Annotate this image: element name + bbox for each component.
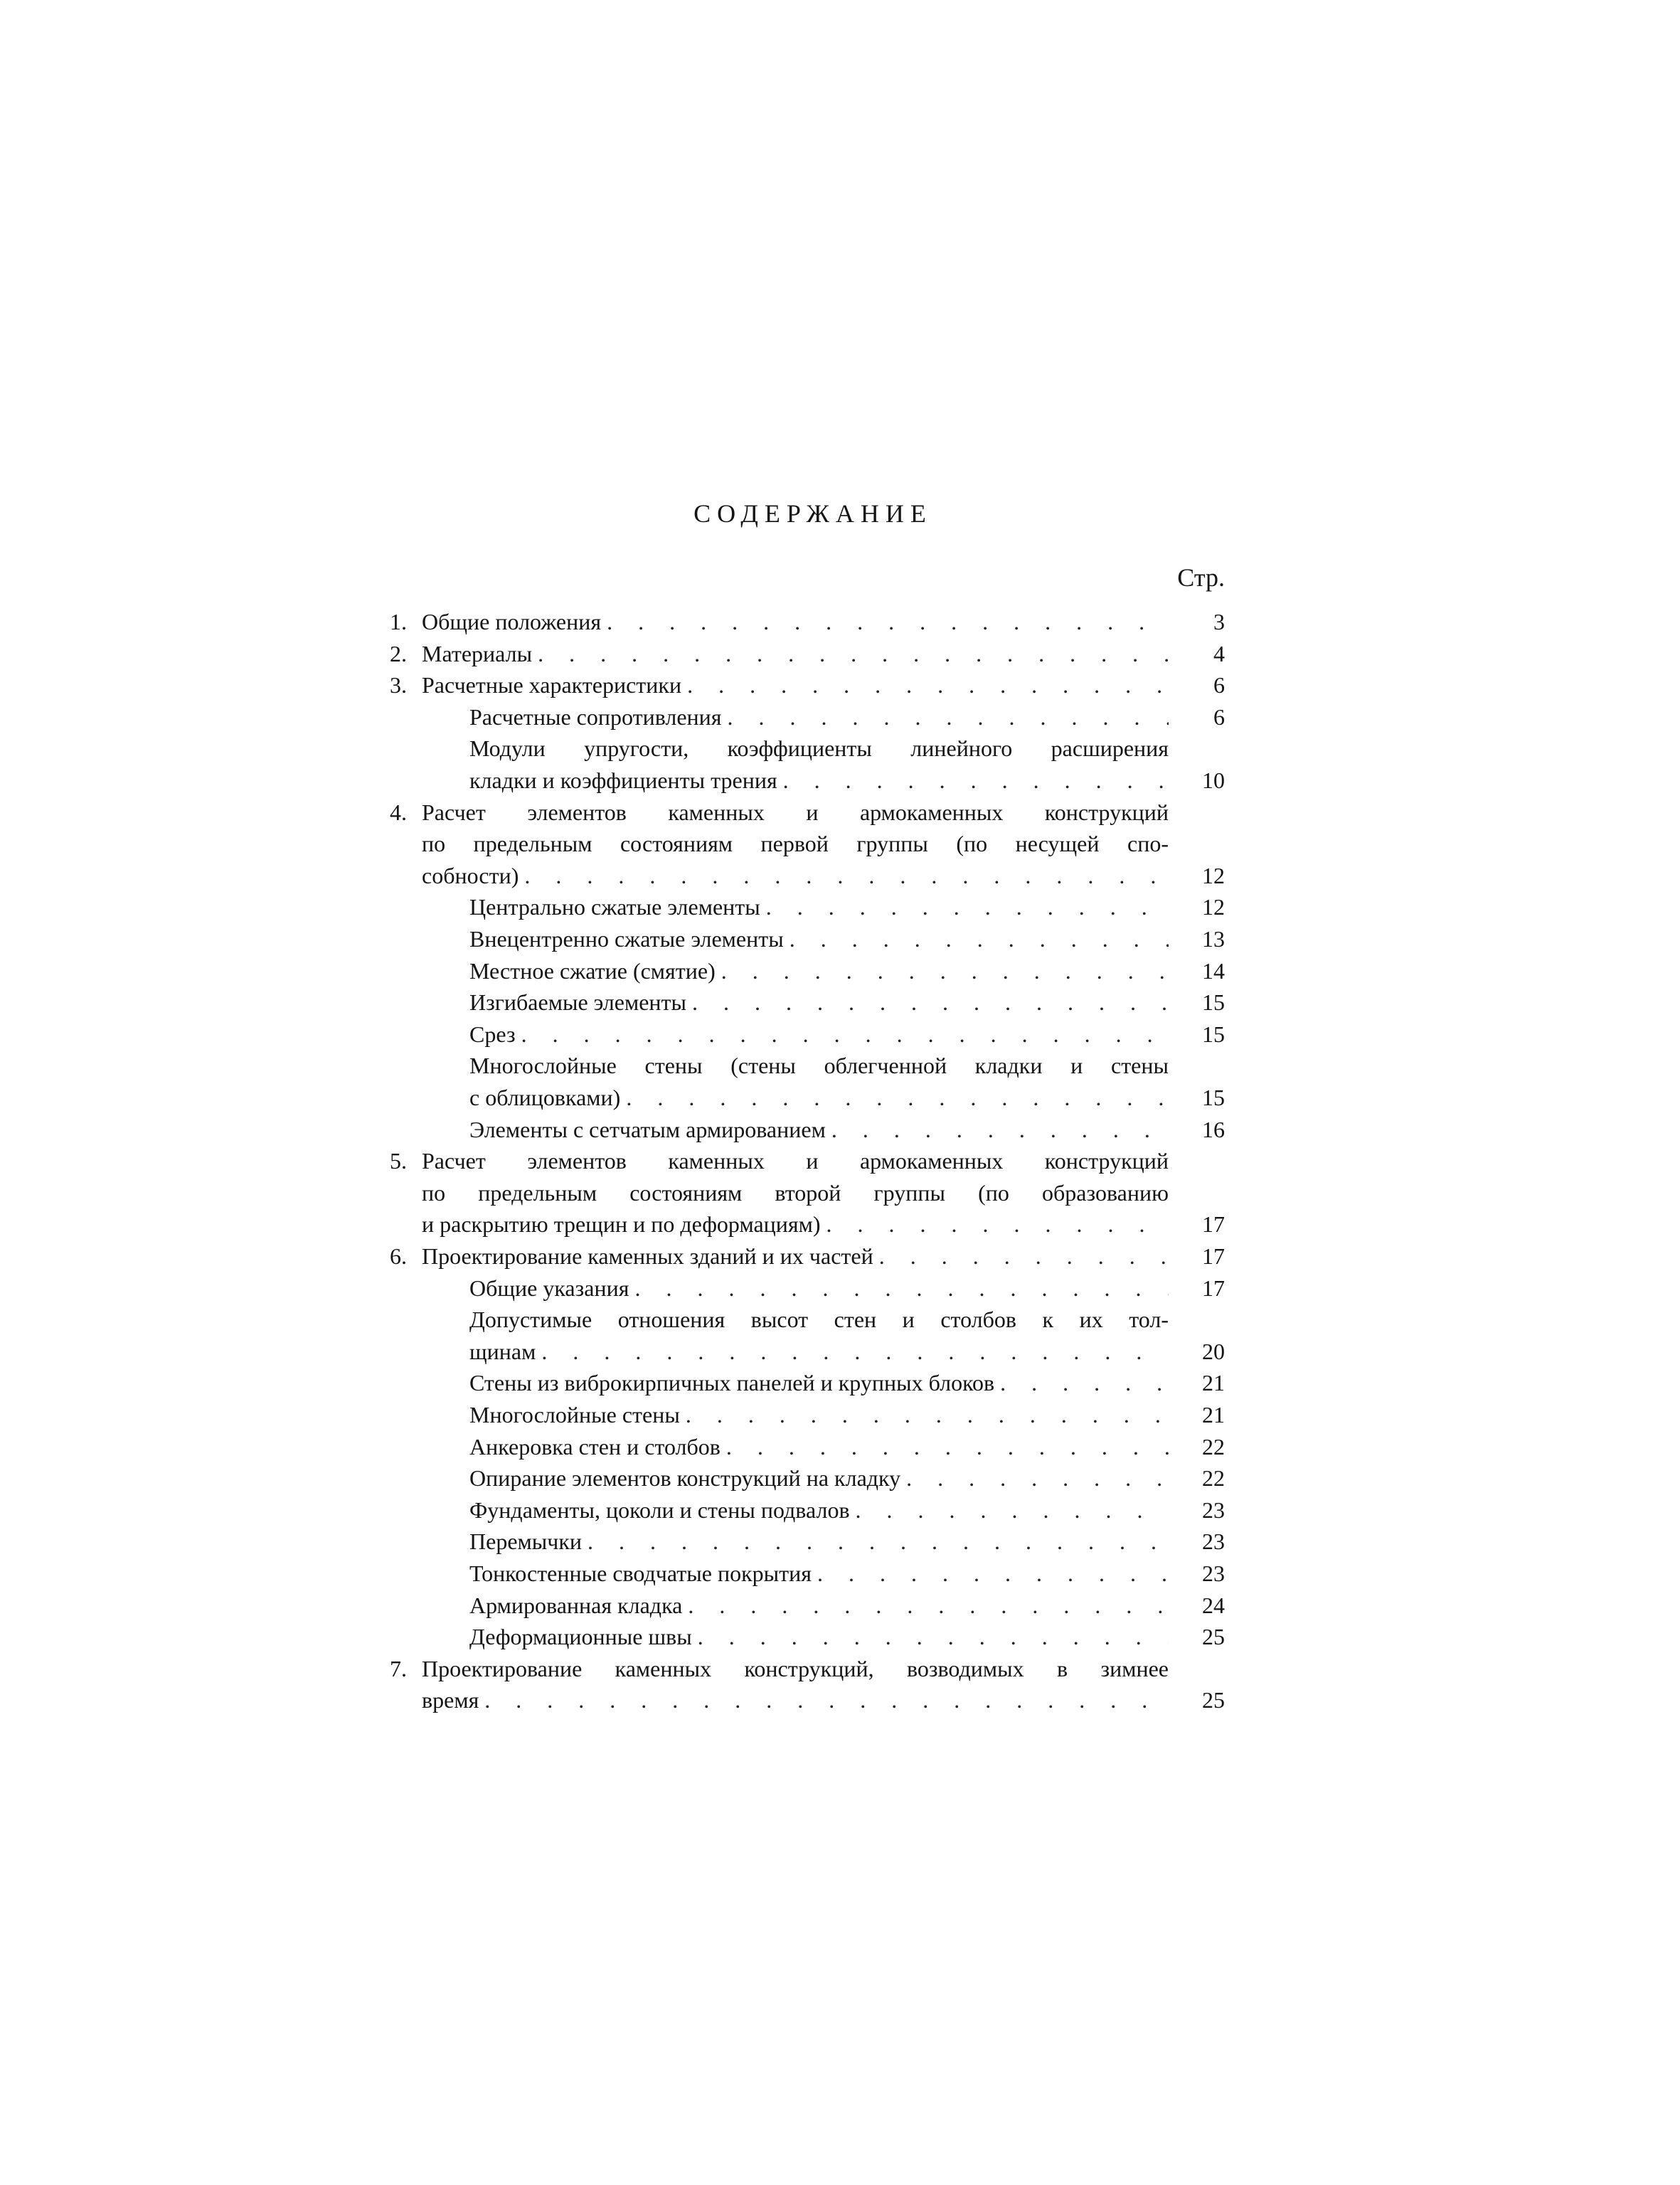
toc-row <box>0 955 1680 987</box>
toc-entry-line <box>469 891 1169 923</box>
toc-row <box>0 638 1680 669</box>
toc-entry-number: 4. <box>390 799 407 825</box>
toc-page-number: 23 <box>1202 1561 1225 1586</box>
toc-entry-line <box>469 1336 1169 1367</box>
dot-leader <box>532 638 1169 669</box>
toc-row <box>0 1590 1680 1621</box>
toc-entry-line <box>469 1114 1169 1145</box>
dot-leader <box>722 701 1169 733</box>
toc-row <box>0 923 1680 955</box>
dot-leader <box>681 669 1169 701</box>
toc-page-number: 12 <box>1202 894 1225 920</box>
toc-page-number: 15 <box>1202 989 1225 1015</box>
toc-entry-line <box>469 987 1169 1018</box>
toc-entry-line <box>469 1494 1169 1526</box>
toc-row <box>0 860 1680 891</box>
toc-entry-text: Опирание элементов конструкций на кладку <box>469 1465 901 1491</box>
toc-entry-text: Стены из виброкирпичных панелей и крупных блоков <box>469 1370 995 1395</box>
toc-entry-text: Расчетные характеристики <box>422 672 682 698</box>
toc-entry-line <box>422 860 1169 891</box>
dot-leader <box>536 1336 1169 1367</box>
dot-leader <box>601 606 1169 637</box>
toc-page-number: 12 <box>1202 863 1225 888</box>
toc-entry-text: время <box>422 1687 479 1713</box>
toc-row <box>0 1019 1680 1050</box>
toc-row <box>0 1558 1680 1589</box>
toc-entry-text: по предельным состояниям второй группы (по образованию <box>422 1180 1169 1206</box>
toc-row <box>0 1272 1680 1304</box>
toc-entry-line <box>422 669 1169 701</box>
toc-entry-text: Расчет элементов каменных и армокаменных конструкций <box>422 799 1169 825</box>
toc-entry-line <box>469 765 1169 796</box>
toc-entry-text: по предельным состояниям первой группы (по несущей спо- <box>422 831 1169 856</box>
toc-entry-number: 6. <box>390 1243 407 1269</box>
toc-entry-text: Модули упругости, коэффициенты линейного расширения <box>469 735 1169 761</box>
dot-leader <box>682 1590 1169 1621</box>
toc-page-number: 23 <box>1202 1529 1225 1554</box>
toc-entry-text: Проектирование каменных зданий и их частей <box>422 1243 873 1269</box>
toc-row <box>0 1526 1680 1557</box>
toc-entry-line <box>422 1684 1169 1716</box>
toc-page-number: 20 <box>1202 1339 1225 1364</box>
toc-entry-text: Фундаменты, цоколи и стены подвалов <box>469 1497 850 1523</box>
toc-row <box>0 1050 1680 1081</box>
toc-row <box>0 1494 1680 1526</box>
page-title: СОДЕРЖАНИЕ <box>693 499 932 528</box>
dot-leader <box>686 987 1169 1018</box>
toc-entry-line <box>469 701 1169 733</box>
toc-row <box>0 797 1680 828</box>
toc-entry-line <box>469 1558 1169 1589</box>
toc-row <box>0 1114 1680 1145</box>
toc-page-number: 25 <box>1202 1687 1225 1713</box>
toc-entry-line <box>469 1462 1169 1494</box>
toc-entry-text: Тонкостенные сводчатые покрытия <box>469 1561 812 1586</box>
toc-entry-line <box>469 1272 1169 1304</box>
dot-leader <box>900 1462 1169 1494</box>
toc-entry-text: и раскрытию трещин и по деформациям) <box>422 1211 821 1237</box>
toc-page-number: 21 <box>1202 1402 1225 1428</box>
toc-page-number: 17 <box>1202 1243 1225 1269</box>
toc-entry-number: 5. <box>390 1148 407 1174</box>
dot-leader <box>582 1526 1169 1557</box>
toc-row <box>0 828 1680 859</box>
toc-row <box>0 1399 1680 1430</box>
dot-leader <box>692 1621 1169 1652</box>
toc-entry-text: кладки и коэффициенты трения <box>469 767 777 793</box>
toc-entry-text: Элементы с сетчатым армированием <box>469 1117 826 1142</box>
toc-row <box>0 606 1680 637</box>
toc-entry-text: Материалы <box>422 641 533 666</box>
toc-page-number: 16 <box>1202 1117 1225 1142</box>
toc-row <box>0 1208 1680 1240</box>
toc-entry-text: Многослойные стены <box>469 1402 680 1428</box>
toc-row <box>0 1462 1680 1494</box>
toc-entry-text: щинам <box>469 1339 536 1364</box>
toc-row <box>0 891 1680 923</box>
dot-leader <box>760 891 1169 923</box>
toc-row <box>0 1177 1680 1208</box>
dot-leader <box>516 1019 1169 1050</box>
toc-row <box>0 1145 1680 1176</box>
toc-entry-number: 1. <box>390 609 407 634</box>
dot-leader <box>812 1558 1169 1589</box>
toc-entry-line <box>422 638 1169 669</box>
dot-leader <box>721 1431 1169 1462</box>
dot-leader <box>479 1684 1169 1716</box>
toc-entry-number: 3. <box>390 672 407 698</box>
dot-leader <box>821 1208 1169 1240</box>
toc-entry-line <box>422 606 1169 637</box>
toc-entry-line <box>422 1208 1169 1240</box>
toc-page-number: 25 <box>1202 1624 1225 1649</box>
toc-page-number: 3 <box>1213 609 1225 634</box>
toc-page-number: 24 <box>1202 1593 1225 1618</box>
dot-leader <box>873 1240 1169 1272</box>
dot-leader <box>716 955 1169 987</box>
toc-row <box>0 733 1680 764</box>
toc-entry-text: Внецентренно сжатые элементы <box>469 926 784 952</box>
toc-entry-text: Расчет элементов каменных и армокаменных конструкций <box>422 1148 1169 1174</box>
toc-entry-text: Центрально сжатые элементы <box>469 894 760 920</box>
dot-leader <box>994 1367 1169 1398</box>
toc-page-number: 17 <box>1202 1211 1225 1237</box>
toc-row <box>0 1621 1680 1652</box>
toc-entry-line <box>469 923 1169 955</box>
toc-entry-line <box>469 1019 1169 1050</box>
toc-entry-line <box>469 1590 1169 1621</box>
toc-entry-line <box>469 1431 1169 1462</box>
toc-row <box>0 1367 1680 1398</box>
toc-row <box>0 1684 1680 1716</box>
toc-entry-text: с облицовками) <box>469 1085 621 1110</box>
toc-entry-text: Многослойные стены (стены облегченной кладки и стены <box>469 1053 1169 1078</box>
toc-page-number: 6 <box>1213 672 1225 698</box>
toc-page-number: 15 <box>1202 1021 1225 1047</box>
dot-leader <box>620 1082 1169 1113</box>
toc-entry-line <box>469 1399 1169 1430</box>
toc-entry-line <box>469 955 1169 987</box>
toc-row <box>0 669 1680 701</box>
toc-entry-text: Деформационные швы <box>469 1624 692 1649</box>
page-column-header: Стр. <box>1177 563 1225 592</box>
toc-row <box>0 1653 1680 1684</box>
toc-entry-text: собности) <box>422 863 519 888</box>
toc-page-number: 23 <box>1202 1497 1225 1523</box>
dot-leader <box>680 1399 1169 1430</box>
toc-entry-text: Общие указания <box>469 1275 629 1301</box>
toc-entry-text: Изгибаемые элементы <box>469 989 687 1015</box>
dot-leader <box>777 765 1169 796</box>
toc-row <box>0 1240 1680 1272</box>
toc-entry-line <box>469 1621 1169 1652</box>
toc-row <box>0 701 1680 733</box>
toc-row <box>0 1304 1680 1335</box>
toc-page-number: 6 <box>1213 704 1225 730</box>
toc-page-number: 13 <box>1202 926 1225 952</box>
toc-row <box>0 1082 1680 1113</box>
toc-entry-text: Расчетные сопротивления <box>469 704 722 730</box>
toc-entry-text: Общие положения <box>422 609 602 634</box>
toc-entry-line <box>469 1367 1169 1398</box>
toc-entry-line <box>469 1526 1169 1557</box>
toc-entry-line <box>422 1240 1169 1272</box>
toc-entry-text: Срез <box>469 1021 516 1047</box>
dot-leader <box>826 1114 1169 1145</box>
toc-entry-text: Армированная кладка <box>469 1593 683 1618</box>
toc-entry-text: Перемычки <box>469 1529 583 1554</box>
toc-page-number: 15 <box>1202 1085 1225 1110</box>
toc-row <box>0 1431 1680 1462</box>
toc-page-number: 21 <box>1202 1370 1225 1395</box>
toc-row <box>0 987 1680 1018</box>
toc-entry-line <box>469 1082 1169 1113</box>
toc-page-number: 22 <box>1202 1434 1225 1460</box>
toc-entry-text: Допустимые отношения высот стен и столбов к их тол- <box>469 1307 1169 1332</box>
toc-entry-number: 2. <box>390 641 407 666</box>
toc-entry-text: Местное сжатие (смятие) <box>469 958 716 984</box>
dot-leader <box>784 923 1169 955</box>
toc-entry-text: Проектирование каменных конструкций, возводимых в зимнее <box>422 1656 1169 1681</box>
toc-page-number: 10 <box>1202 767 1225 793</box>
toc-page-number: 4 <box>1213 641 1225 666</box>
toc-page-number: 17 <box>1202 1275 1225 1301</box>
dot-leader <box>519 860 1169 891</box>
toc-entry-number: 7. <box>390 1656 407 1681</box>
toc-page-number: 14 <box>1202 958 1225 984</box>
toc-page-number: 22 <box>1202 1465 1225 1491</box>
toc-row <box>0 1336 1680 1367</box>
dot-leader <box>629 1272 1169 1304</box>
toc-entry-text: Анкеровка стен и столбов <box>469 1434 721 1460</box>
toc-row <box>0 765 1680 796</box>
dot-leader <box>850 1494 1169 1526</box>
